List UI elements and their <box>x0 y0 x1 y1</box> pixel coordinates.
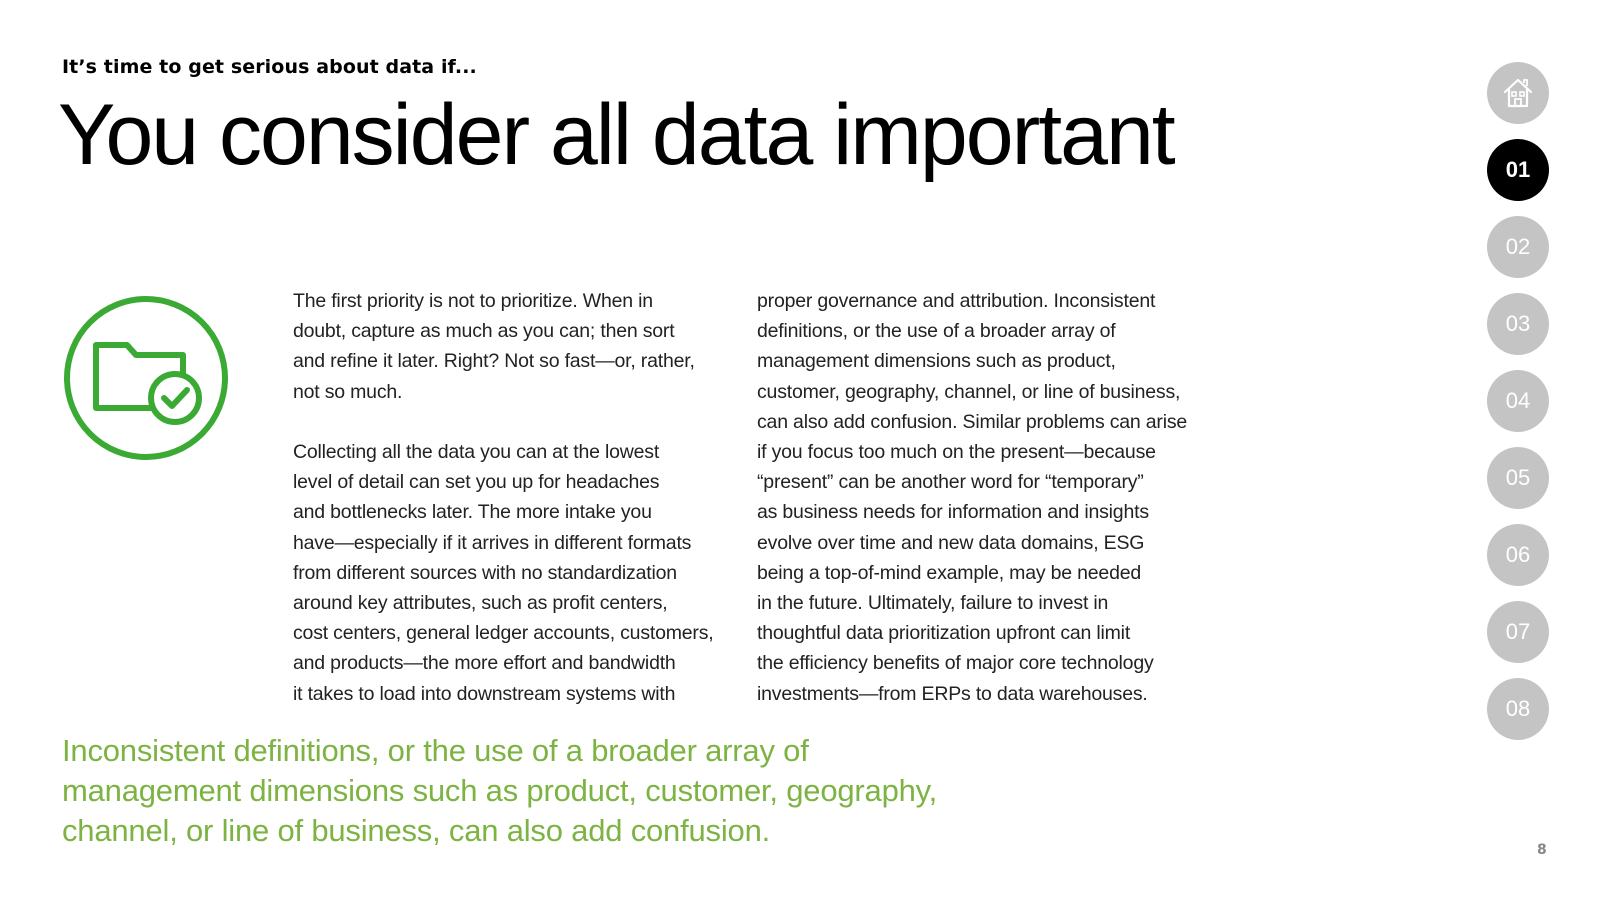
body-column-2 <box>757 286 1187 709</box>
nav-section-02[interactable]: 02 <box>1487 216 1549 278</box>
body-text-line: in the future. Ultimately, failure to invest in <box>757 592 1109 615</box>
body-text-line: cost centers, general ledger accounts, customers, <box>293 622 714 645</box>
body-text-line: as business needs for information and insights <box>757 501 1149 524</box>
home-icon <box>1500 75 1536 111</box>
body-text-line: level of detail can set you up for headaches <box>293 471 660 494</box>
body-text-line: the efficiency benefits of major core technology <box>757 652 1154 675</box>
body-text-line: evolve over time and new data domains, ESG <box>757 531 1145 554</box>
page-number: 8 <box>1537 842 1547 858</box>
body-text-line: have—especially if it arrives in different formats <box>293 531 692 554</box>
folder-check-icon <box>61 293 231 463</box>
pull-quote-line: management dimensions such as product, customer, geography, <box>62 773 938 808</box>
nav-home-button[interactable] <box>1487 62 1549 124</box>
pull-quote-line: channel, or line of business, can also add confusion. <box>62 813 771 848</box>
body-text-line: definitions, or the use of a broader array of <box>757 320 1116 343</box>
nav-section-05[interactable]: 05 <box>1487 447 1549 509</box>
page-title: You consider all data important <box>58 87 1174 183</box>
body-text-line: customer, geography, channel, or line of business, <box>757 380 1181 403</box>
body-text-line: Collecting all the data you can at the lowest <box>293 441 660 463</box>
body-text-line: not so much. <box>293 380 403 403</box>
pull-quote-line: Inconsistent definitions, or the use of a broader array of <box>62 733 809 768</box>
body-text-line: “present” can be another word for “temporary” <box>757 471 1144 494</box>
nav-section-06[interactable]: 06 <box>1487 524 1549 586</box>
paragraph-gap <box>293 407 714 437</box>
body-text-line: from different sources with no standardization <box>293 561 677 584</box>
body-text-line: doubt, capture as much as you can; then sort <box>293 320 675 343</box>
body-text-line: being a top-of-mind example, may be needed <box>757 561 1142 584</box>
body-text-line: around key attributes, such as profit centers, <box>293 592 668 615</box>
nav-section-03[interactable]: 03 <box>1487 293 1549 355</box>
body-text-line: if you focus too much on the present—because <box>757 441 1156 464</box>
body-text-line: proper governance and attribution. Inconsistent <box>757 290 1156 312</box>
section-nav <box>1487 62 1549 755</box>
body-text-line: management dimensions such as product, <box>757 350 1116 373</box>
body-text-line: can also add confusion. Similar problems can arise <box>757 410 1188 433</box>
nav-section-07[interactable]: 07 <box>1487 601 1549 663</box>
body-column-1 <box>293 286 714 709</box>
body-text-line: and refine it later. Right? Not so fast—or, rather, <box>293 350 695 373</box>
body-text-line: it takes to load into downstream systems with <box>293 682 676 705</box>
pull-quote <box>62 731 937 851</box>
body-text-line: and bottlenecks later. The more intake you <box>293 501 652 524</box>
body-text-line: The first priority is not to prioritize. When in <box>293 290 653 312</box>
body-text-line: investments—from ERPs to data warehouses. <box>757 682 1148 705</box>
eyebrow-heading: It’s time to get serious about data if... <box>62 56 477 78</box>
nav-section-04[interactable]: 04 <box>1487 370 1549 432</box>
body-text-line: and products—the more effort and bandwidth <box>293 652 676 675</box>
body-text-line: thoughtful data prioritization upfront can limit <box>757 622 1131 645</box>
nav-section-08[interactable]: 08 <box>1487 678 1549 740</box>
nav-section-01[interactable]: 01 <box>1487 139 1549 201</box>
